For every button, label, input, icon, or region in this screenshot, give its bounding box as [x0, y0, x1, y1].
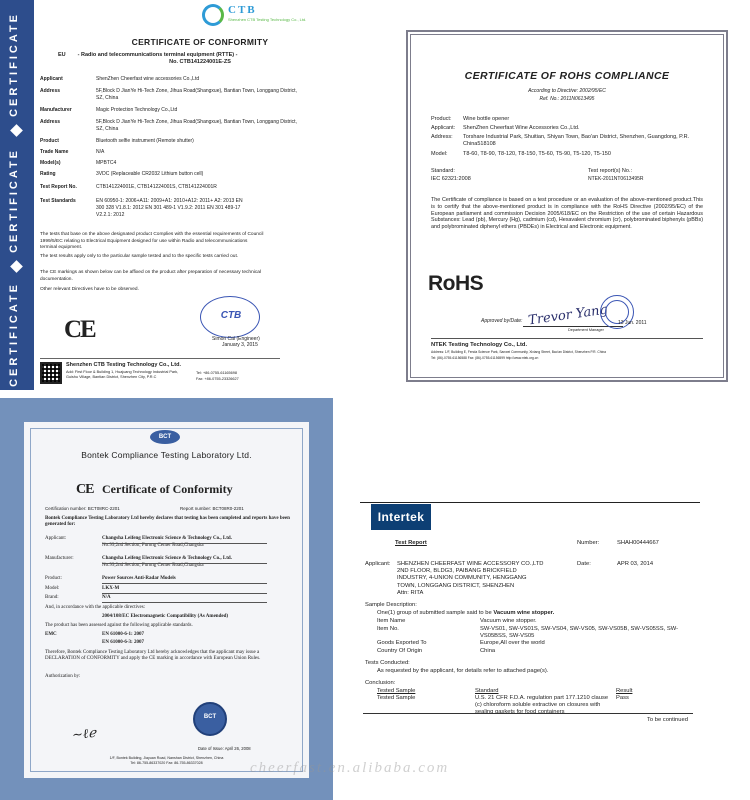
col-standard: Standard — [475, 688, 499, 694]
footer-address: 1/F, Bontek Building, Jiayuan Road, Nanshan District, Shenzhen, China — [109, 756, 224, 760]
footer-company: Shenzhen CTB Testing Technology Co., Ltd. — [66, 362, 181, 368]
report-number: Report number: BCT08R0-2201 — [180, 506, 244, 511]
footer-tel: Tel: +86-0755-61165698 — [196, 371, 237, 375]
report-label: Test report(s) No.: — [588, 168, 633, 174]
certificate-number: No. CTB141224001E-ZS — [169, 59, 231, 65]
compliance-statement: The Certificate of compliance is based on a test procedure or an evaluation of the above-mentioned product.This is to certify that the above-mentioned product is in compliance with the RoHS Directive (2002/95/EC) of the European parliament and commission Decision 2005/618/EC on the Restriction of the use of certain Hazardous Substances: Lead (pb), Mercury (Hg), cadmium (cd), Hexavalent chromium (cr), polybrominated biphenyls (pBBs) and polybrominated diphenyl ethers (PBDEs) in Electrical and Electronic equipment. — [431, 197, 703, 231]
emc-standard: EN 61000-6-3: 2007 — [102, 640, 144, 645]
field-underline — [102, 583, 267, 584]
item-no-value: SW-VS01, SW-VS01S, SW-VS04, SW-VS05, SW-VS05B, SW-VS05SS, SW-VS05BSS, SW-VS05 — [480, 626, 679, 640]
emc-label: EMC — [45, 632, 57, 637]
lab-name: Bontek Compliance Testing Laboratory Ltd. — [81, 450, 252, 460]
item-name-value: Vacuum wine stopper. — [480, 618, 537, 624]
certificate-title: CERTIFICATE OF CONFORMITY — [131, 37, 269, 47]
header-divider — [360, 502, 700, 503]
side-word: CERTIFICATE — [8, 282, 20, 387]
footer-divider — [431, 338, 703, 339]
ce-mark: CE — [64, 316, 95, 343]
field-underline — [102, 602, 267, 603]
date-label: Date: — [577, 561, 591, 567]
applicant-label: Applicant: — [365, 561, 391, 567]
footer-contact: Tel: 86-755-86337020 Fax: 86-755-86337028 — [130, 760, 203, 765]
directive-line: EU - Radio and telecommunications terminal equipment (RTTE) - — [58, 52, 238, 58]
col-sample: Tested Sample — [377, 688, 416, 694]
field-underline — [102, 563, 267, 564]
side-word: CERTIFICATE — [8, 12, 20, 117]
statement: The CE markings as shown below can be affixed on the product after preparation of necessary technical documentation. — [40, 270, 261, 282]
footer-company: NTEK Testing Technology Co., Ltd. — [431, 342, 528, 348]
field-underline — [102, 593, 267, 594]
col-result: Result — [616, 688, 633, 694]
certification-number: Certification number: BCT08RC-2201 — [45, 506, 120, 511]
certificate-title: Certificate of Conformity — [102, 482, 233, 496]
logo-text: CTB — [228, 4, 257, 16]
sample-desc-label: Sample Description: — [365, 602, 417, 608]
approved-label: Approved by/Date: — [481, 318, 523, 324]
signature: Trevor Yang — [527, 302, 609, 329]
ctb-logo — [202, 4, 307, 26]
tests-label: Tests Conducted: — [365, 660, 410, 666]
logo-subtitle: Shenzhen CTB Testing Technology Co., Ltd. — [228, 17, 307, 22]
item-name-label: Item Name — [377, 618, 406, 624]
directive: 2004/108/EC Electromagnetic Compatibility (As Amended) — [102, 614, 229, 619]
ctb-stamp-icon: CTB — [200, 296, 260, 338]
footer-address: Add: First Floor & Building 1, Huajuang Technology Industrial Park, Guishu Village, Bantian District, Shenzhen City, P.R.C — [66, 370, 179, 379]
tests-value: As requested by the applicant, for details refer to attached page(s). — [377, 668, 549, 674]
row-result: Pass — [616, 695, 629, 701]
acknowledgement: Therefore, Bontek Compliance Testing Laboratory Ltd hereby acknowledges that the applicant may issue a DECLARATION of CONFORMITY and apply the CE marking in accordance with European Union Rules. — [45, 650, 261, 662]
report-heading: Test Report — [395, 540, 427, 546]
footer-contact: Tel: (86)-0755-61156588 Fax: (86)-0755-61156599 http://www.ntek.org.cn — [431, 356, 539, 360]
reference-number: Ref. No.: 2011N0613495 — [539, 96, 595, 102]
ce-mark: CE — [76, 482, 94, 497]
side-word: CERTIFICATE — [8, 148, 20, 253]
seal-text: BCT — [203, 714, 217, 720]
authorization-label: Authorization by: — [45, 674, 81, 679]
declaration: Bontek Compliance Testing Laboratory Ltd hereby declares that testing has been completed and reports have been generated for: — [45, 516, 290, 528]
signer-name: Simon Cai (Engineer) — [212, 336, 260, 342]
watermark: cheerfast.en.alibaba.com — [250, 760, 450, 776]
continued-note: To be continued — [647, 717, 688, 723]
row-sample: Tested Sample — [377, 695, 416, 701]
goods-label: Goods Exported To — [377, 640, 427, 646]
number-value: SHAH00444667 — [617, 540, 659, 546]
directive-line: According to Directive: 2002/95/EC — [528, 88, 606, 94]
goods-value: Europe,All over the world — [480, 640, 545, 646]
number-label: Number: — [577, 540, 600, 546]
conclusion-label: Conclusion: — [365, 680, 396, 686]
statement: The tests that base on the above designated product Complies with the essential requirements of Council 1999/5/EC relating to Electrical Equipment designed for use within Radio and telecommunications terminal equipment. — [40, 232, 264, 251]
footer-divider — [40, 358, 280, 359]
applicable-directives-label: And, in accordance with the applicable directives: — [45, 605, 146, 610]
qr-code-icon — [40, 362, 62, 384]
footer-fax: Fax: +86-0755-23326627 — [196, 377, 239, 381]
rohs-logo: RoHS — [428, 272, 484, 295]
standard-value: IEC 62321:2008 — [431, 176, 471, 182]
intertek-logo: Intertek — [371, 504, 431, 530]
certificate-side-band — [0, 0, 34, 390]
approval-date: 13 Jun. 2011 — [618, 320, 647, 326]
country-label: Country Of Origin — [377, 648, 423, 654]
report-value: NTEK-2011NT0613495R — [588, 176, 644, 182]
standard-label: Standard: — [431, 168, 455, 174]
date-value: APR 03, 2014 — [617, 561, 654, 567]
issue-date: January 3, 2015 — [222, 342, 258, 348]
bct-logo: BCT — [150, 430, 180, 444]
row-standard: U.S. 21 CFR F.D.A. regulation part 177.1210 clause (c) chloroform soluble extractive on closures with sealing gaskets for food containers — [475, 695, 609, 716]
intertek-test-report — [355, 480, 750, 748]
rohs-certificate: CERTIFICATE OF ROHS COMPLIANCE According to Directive: 2002/95/EC Ref. No.: 2011N0613495 Product: Wine bottle opener Applicant: ShenZhen Cheerfast Wine Accessories Co.,Ltd. Address: Torshare Industrial Park, Shuitian, Shiyan Town, Bao'an District, Shenzhen, Guangdong, P.R. China518108 Model: T8-60, T8-90, T8-120, T8-150, T5-60, T5-90, T5-120, T5-150 Standard: IEC 62321:2008 Test report(s) No.: NTEK-2011NT0613495R The Certificate of compliance is based on a test procedure or an evaluation of the above-mentioned product.This is to certify that the above-mentioned product is in compliance with the RoHS Directive (2002/95/EC) of the European parliament and commission Decision 2005/618/EC on the Restriction of the use of certain Hazardous Substances: Lead (pb), Mercury (Hg), cadmium (cd), Hexavalent chromium (cr), polybrominated biphenyls (pBBs) and polybrominated diphenyl ethers (PBDEs) in Electrical and Electronic equipment. RoHS Approved by/Date: Trevor Yang Department Manager 13 Jun. 2011 NTEK Testing Technology Co., Ltd. Address: 1/F, Building E, Fenda Science Park, Sanwei Community, Xixiang Street, Bao'an District, Shenzhen P.R. China Tel: (86)-0755-61156588 Fax: (86)-0755-61156599 http://www.ntek.org.cn — [388, 0, 750, 398]
item-no-label: Item No. — [377, 626, 399, 632]
statement: The test results apply only to the particular sample tested and to the specific tests carried out. — [40, 254, 239, 259]
bontek-certificate: BCT Bontek Compliance Testing Laboratory Ltd. CE Certificate of Conformity Certification number: BCT08RC-2201 Report number: BCT08R0-2201 Bontek Compliance Testing Laboratory Ltd hereby declares that testing has been completed and reports have been generated for: Applicant: Changsha Leifeng Electronic Science & Technology Co., Ltd. No.99,2nd Section, Furong Center Road,Changsha Manufacturer: Changsha Leifeng Electronic Science & Technology Co., Ltd. No.99,2nd Section, Furong Center Road,Changsha Product: Power Sources Anti-Radar Models Model: LKX-M Brand: N/A And, in accordance with the applicable directives: 2004/108/EC Electromagnetic Compatibility (As Amended) The product has been assessed against the following applicable standards. EMC EN 61000-6-1: 2007 EN 61000-6-3: 2007 Therefore, Bontek Compliance Testing Laboratory Ltd hereby acknowledges that the applicant may issue a DECLARATION of CONFORMITY and apply the CE marking in accordance with European Union Rules. Authorization by: BCT ∼ℓ︎ℯ Date of Issue: April 26, 2008 1/F, Bontek Building, Jiayuan Road, Nanshan District, Shenzhen, China Tel: 86-755-86337020 Fax: 86-755-86337028 — [0, 398, 333, 800]
field-underline — [102, 543, 267, 544]
footer-address: Address: 1/F, Building E, Fenda Science Park, Sanwei Community, Xixiang Street, Bao'an District, Shenzhen P.R. China — [431, 350, 606, 354]
ctb-logo-icon — [202, 4, 224, 26]
table-divider — [363, 713, 693, 714]
band-diamond-icon — [10, 260, 23, 273]
issue-date: Date of Issue: April 26, 2008 — [198, 746, 251, 751]
signature-icon: ∼ℓ︎ℯ — [71, 725, 97, 744]
rtte-certificate: CERTIFICATE CERTIFICATE CERTIFICATE CTB Shenzhen CTB Testing Technology Co., Ltd. CERTIFICATE OF CONFORMITY EU - Radio and telecommunications terminal equipment (RTTE) - No. CTB141224001E-ZS Applicant ShenZhen Cheerfast wine accessories Co.,Ltd Address 5F,Block D JianYe Hi-Tech Zone, Jihua Road(Shangxue), Bantian Town, Longgang District, SZ, China Manufacturer Magic Protection Technology Co.,Ltd Address 5F,Block D JianYe Hi-Tech Zone, Jihua Road(Shangxue), Bantian Town, Longgang District, SZ, China Product Bluetooth selfie instrument (Remote shutter) Trade Name N/A Model(s) MPBTC4 Rating 3VDC (Replaceable CR2032 Lithium button cell) Test Report No. CTB141224001E, CTB141224001S, CTB141224001R Test Standards EN 60950-1: 2006+A11: 2009+A1: 2010+A12: 2011+ A2: 2013 EN 300 328 V1.8.1: 2012 EN 301 489-1 V1.9.2: 2011 EN 301 489-17 V2.2.1: 2012 The tests that base on the above designated product Complies with the essential requirements of Council 1999/5/EC relating to Electrical Equipment designed for use within Radio and telecommunications terminal equipment. The test results apply only to the particular sample tested and to the specific tests carried out. The CE markings as shown below can be affixed on the product after preparation of necessary technical documentation. Other relevant Directives have to be observed. CE CTB Simon Cai (Engineer) January 3, 2015 Shenzhen CTB Testing Technology Co., Ltd. Add: First Floor & Building 1, Huajuang Technology Industrial Park, Guishu Village, Bantian District, Shenzhen City, P.R.C Tel: +86-0755-61165698 Fax: +86-0755-23326627 — [0, 0, 370, 390]
band-diamond-icon — [10, 124, 23, 137]
country-value: China — [480, 648, 496, 654]
certificate-title: CERTIFICATE OF ROHS COMPLIANCE — [464, 70, 670, 82]
statement: Other relevant Directives have to be observed. — [40, 287, 139, 292]
sample-desc: One(1) group of submitted sample said to be Vacuum wine stopper. — [377, 610, 555, 616]
emc-standard: EN 61000-6-1: 2007 — [102, 632, 144, 637]
applicant-block: SHENZHEN CHEERFAST WINE ACCESSORY CO.,LTD 2ND FLOOR, BLDG3, PAIBANG BRICKFIELD INDUSTRY, 4-UNION COMMUNITY, HENGGANG TOWN, LONGGANG DISTRICT, SHENZHEN Attn: RITA — [397, 561, 544, 596]
department: Department Manager — [568, 328, 604, 332]
standards-intro: The product has been assessed against the following applicable standards. — [45, 623, 193, 628]
